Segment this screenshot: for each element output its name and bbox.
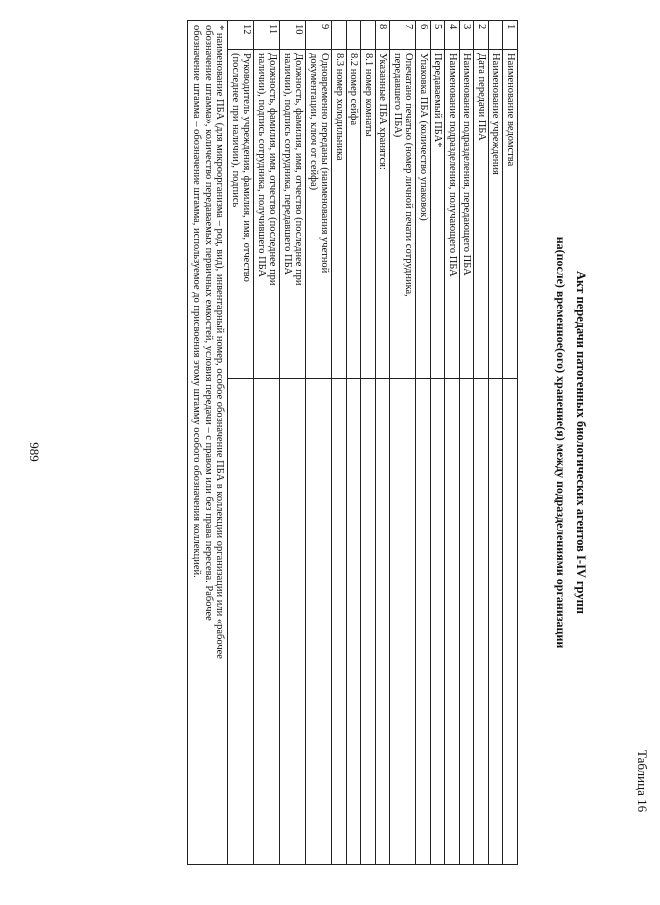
row-label-line: Должность, фамилия, имя, отчество (последнее при [267, 53, 279, 286]
table-row [280, 21, 306, 865]
table-row [228, 21, 254, 865]
value-cell[interactable] [347, 379, 362, 865]
row-label [347, 50, 362, 379]
row-label-line: 8.3 номер холодильника [334, 53, 345, 161]
row-label-line: наличии), подпись сотрудника, передавшего ПБА [282, 53, 293, 276]
row-label [332, 50, 347, 379]
value-cell[interactable] [228, 379, 254, 865]
row-number: 3 [460, 21, 475, 50]
table-row [254, 21, 280, 865]
row-number: 11 [254, 21, 280, 50]
row-label [361, 50, 376, 379]
table-row [460, 21, 475, 865]
table-row [445, 21, 460, 865]
row-number: 1 [503, 21, 518, 50]
value-cell[interactable] [376, 379, 391, 865]
value-cell[interactable] [416, 379, 431, 865]
row-label-line: Упаковка ПБА (количество упаковок) [418, 53, 429, 221]
table-row [431, 21, 446, 865]
row-label-line: Наименование ведомства [505, 53, 516, 167]
row-label [489, 50, 504, 379]
footnote-line: обозначение штамма», количество передаваемых первичных емкостей, условия передачи – с правом или без права пересева. Рабочее [202, 25, 214, 621]
row-label-line: 8.2 номер сейфа [348, 53, 360, 126]
table-row [416, 21, 431, 865]
row-number [361, 21, 376, 50]
row-number [332, 21, 347, 50]
row-label [503, 50, 518, 379]
row-label-line: Одновременно переданы (наименования учетной [319, 53, 331, 274]
row-label-line: наличии), подпись сотрудника, получившего ПБА [256, 53, 267, 278]
row-number: 2 [474, 21, 489, 50]
footnote-line: * наименование ПБА (для микроорганизма – род, вид), инвентарный номер, особое обозначение ПБА в коллекции организации или «рабочее [214, 25, 226, 659]
act-table [187, 20, 518, 865]
row-label [280, 50, 306, 379]
footnote-line: обозначение штамма – обозначение штамма, используемое до присвоения этому штамму особого обозначения коллекцией. [190, 25, 202, 578]
row-number: 12 [228, 21, 254, 50]
row-number: 4 [445, 21, 460, 50]
row-label-line: Должность, фамилия, имя, отчество (последнее при [293, 53, 305, 286]
value-cell[interactable] [474, 379, 489, 865]
table-row [347, 21, 362, 865]
value-cell[interactable] [431, 379, 446, 865]
row-label-line: Дата передачи ПБА [476, 53, 487, 141]
row-label-line: Указанные ПБА хранятся: [377, 53, 389, 170]
act-subtitle: на(после) временное(ого) хранение(я) между подразделениями организации [554, 236, 568, 649]
row-label-line: Наименование подразделения, передающего ПБА [461, 53, 473, 276]
row-label-line: Опечатано печатью (номер личной печати сотрудника, [403, 53, 415, 297]
table-row [503, 21, 518, 865]
row-number: 7 [390, 21, 416, 50]
footnote-row [188, 21, 228, 865]
table-row [306, 21, 332, 865]
row-label-line: Наименование учреждения [490, 53, 502, 175]
value-cell[interactable] [390, 379, 416, 865]
table-row [376, 21, 391, 865]
row-label-line: Руководитель учреждения, фамилия, имя, отчество [241, 53, 253, 282]
row-label-line: документации, ключ от сейфа) [308, 53, 319, 191]
page-number: 989 [26, 442, 42, 462]
row-label [390, 50, 416, 379]
row-label-line: 8.1 номер комнаты [363, 53, 374, 137]
value-cell[interactable] [306, 379, 332, 865]
value-cell[interactable] [503, 379, 518, 865]
act-title: Акт передачи патогенных биологических агентов I-IV групп [574, 271, 588, 614]
row-label-line: Передаваемый ПБА* [432, 53, 444, 148]
value-cell[interactable] [254, 379, 280, 865]
row-number: 8 [376, 21, 391, 50]
value-cell[interactable] [361, 379, 376, 865]
value-cell[interactable] [280, 379, 306, 865]
table-row [390, 21, 416, 865]
table-row [474, 21, 489, 865]
row-number: 10 [280, 21, 306, 50]
value-cell[interactable] [489, 379, 504, 865]
row-label [445, 50, 460, 379]
row-label [474, 50, 489, 379]
value-cell[interactable] [460, 379, 475, 865]
row-number [347, 21, 362, 50]
row-number: 6 [416, 21, 431, 50]
row-label [228, 50, 254, 379]
table-row [489, 21, 504, 865]
row-label [376, 50, 391, 379]
row-label [431, 50, 446, 379]
row-label [254, 50, 280, 379]
row-label [416, 50, 431, 379]
value-cell[interactable] [332, 379, 347, 865]
row-number [489, 21, 504, 50]
row-number: 5 [431, 21, 446, 50]
row-label-line: Наименование подразделения, получающего ПБА [447, 53, 458, 277]
row-label [306, 50, 332, 379]
row-label-line: передавшего ПБА) [392, 53, 403, 138]
row-label [460, 50, 475, 379]
table-row [361, 21, 376, 865]
rotated-content [80, 10, 660, 875]
row-label-line: (последнее при наличии), подпись [230, 53, 241, 208]
table-label: Таблица 16 [635, 750, 650, 813]
footnote [188, 21, 228, 865]
table-row [332, 21, 347, 865]
value-cell[interactable] [445, 379, 460, 865]
row-number: 9 [306, 21, 332, 50]
